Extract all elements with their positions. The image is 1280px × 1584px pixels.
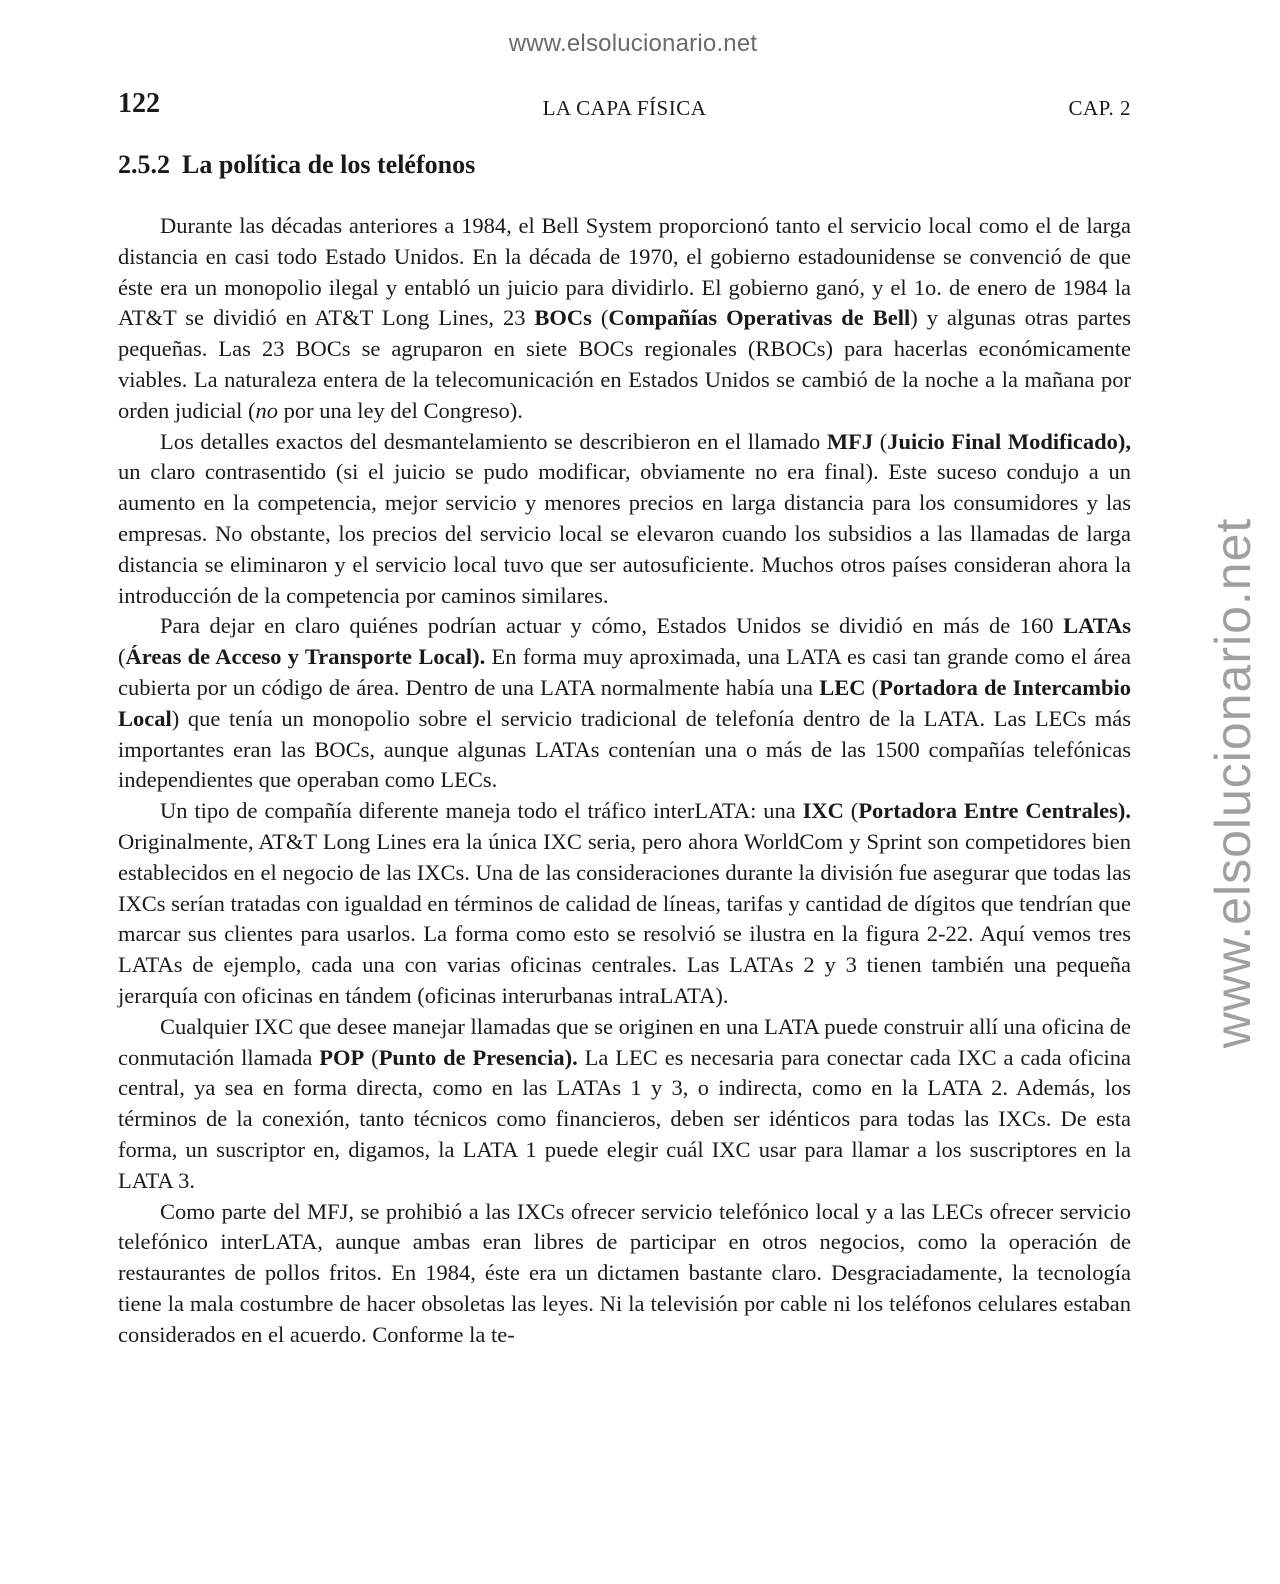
text-run: (	[843, 798, 859, 824]
text-run: un claro contrasentido (si el juicio se pudo modificar, obviamente no era final). Este suceso condujo a un aumento en la competencia, mejor servicio y menores precios en larga distancia para los consumidores y las empresas. No obstante, los precios del servicio local se elevaron cuando los subsidios a las llamadas de larga distancia se eliminaron y el servicio local tuvo que ser autosuficiente. Muchos otros países consideran ahora la introducción de la competencia por caminos similares.	[118, 459, 1131, 608]
bold-term: Juicio Final Modificado),	[887, 428, 1131, 454]
section-number: 2.5.2	[118, 150, 170, 179]
text-run: (	[873, 428, 888, 454]
running-head	[118, 88, 1131, 124]
bold-term: Punto de Presencia).	[378, 1044, 578, 1070]
bold-term: POP	[319, 1044, 365, 1070]
paragraph	[118, 796, 1131, 1012]
text-run: (	[591, 305, 609, 331]
bold-term: MFJ	[826, 428, 874, 454]
page-number: 122	[118, 88, 160, 119]
text-run: Originalmente, AT&T Long Lines era la única IXC seria, pero ahora WorldCom y Sprint son competidores bien establecidos en el negocio de las IXCs. Una de las consideraciones durante la división fue asegurar que todas las IXCs serían tratadas con igualdad en términos de calidad de líneas, tarifas y cantidad de dígitos que tendrían que marcar sus clientes para usarlos. La forma como esto se resolvió se ilustra en la figura 2-22. Aquí vemos tres LATAs de ejemplo, cada una con varias oficinas centrales. Las LATAs 2 y 3 tienen también una pequeña jerarquía con oficinas en tándem (oficinas interurbanas intraLATA).	[118, 828, 1131, 1008]
text-run: (	[118, 644, 126, 670]
bold-term: LATAs	[1063, 613, 1131, 639]
bold-term: Compañías Operativas de Bell	[608, 305, 911, 331]
text-run: Para dejar en claro quiénes podrían actuar y cómo, Estados Unidos se dividió en más de 160	[160, 613, 1064, 639]
text-run: por una ley del Congreso).	[277, 397, 523, 423]
text-run: ) y algunas otras partes pequeñas. Las 23 BOCs se agruparon en siete BOCs regionales (RBOCs) para hacerlas económicamente viables. La naturaleza entera de la telecomunicación en Estados Unidos se cambió de la noche a la mañana por orden judicial (	[118, 305, 1131, 423]
chapter-label: CAP. 2	[1068, 96, 1131, 120]
text-run: Cualquier IXC que desee manejar llamadas que se originen en una LATA puede construir allí una oficina de conmutación llamada	[118, 1013, 1131, 1070]
paragraph	[118, 1012, 1131, 1197]
bold-term: IXC	[802, 798, 844, 824]
section-heading	[118, 150, 475, 180]
section-title: La política de los teléfonos	[182, 150, 476, 179]
italic-emphasis: no	[255, 397, 278, 423]
bold-term: Portadora de Intercambio Local	[118, 674, 1131, 731]
paragraph	[118, 611, 1131, 796]
watermark-url-side: www.elsolucionario.net	[1205, 517, 1261, 1049]
bold-term: Portadora Entre Centrales).	[858, 798, 1132, 824]
text-run: Un tipo de compañía diferente maneja todo el tráfico interLATA: una	[160, 798, 803, 824]
text-run: (	[364, 1044, 379, 1070]
chapter-title: LA CAPA FÍSICA	[542, 96, 707, 120]
text-run: ) que tenía un monopolio sobre el servicio tradicional de telefonía dentro de la LATA. Las LECs más importantes eran las BOCs, aunque algunas LATAs contenían una o más de las 1500 compañías telefónicas independientes que operaban como LECs.	[118, 705, 1131, 793]
bold-term: LEC	[819, 674, 866, 700]
text-run: Los detalles exactos del desmantelamiento se describieron en el llamado	[160, 428, 827, 454]
text-run: Durante las décadas anteriores a 1984, el Bell System proporcionó tanto el servicio local como el de larga distancia en casi todo Estado Unidos. En la década de 1970, el gobierno estadounidense se convenció de que éste era un monopolio ilegal y entabló un juicio para dividirlo. El gobierno ganó, y el 1o. de enero de 1984 la AT&T se dividió en AT&T Long Lines, 23	[118, 213, 1131, 331]
bold-term: BOCs	[534, 305, 592, 331]
paragraph	[118, 211, 1131, 427]
text-run: Como parte del MFJ, se prohibió a las IXCs ofrecer servicio telefónico local y a las LECs ofrecer servicio telefónico interLATA, aunque ambas eran libres de participar en otros negocios, como la operación de restaurantes de pollos fritos. En 1984, éste era un dictamen bastante claro. Desgraciadamente, la tecnología tiene la mala costumbre de hacer obsoletas las leyes. Ni la televisión por cable ni los teléfonos celulares estaban considerados en el acuerdo. Conforme la te-	[118, 1198, 1131, 1347]
paragraph	[118, 1197, 1131, 1351]
text-run: En forma muy aproximada, una LATA es casi tan grande como el área cubierta por un código de área. Dentro de una LATA normalmente había una	[118, 644, 1131, 700]
paragraph	[118, 427, 1131, 612]
watermark-url-top: www.elsolucionario.net	[508, 30, 758, 57]
text-run: La LEC es necesaria para conectar cada IXC a cada oficina central, ya sea en forma directa, como en las LATAs 1 y 3, o indirecta, como en la LATA 2. Además, los términos de la conexión, tanto técnicos como financieros, deben ser idénticos para todas las IXCs. De esta forma, un suscriptor en, digamos, la LATA 1 puede elegir cuál IXC usar para llamar a los suscriptores en la LATA 3.	[118, 1044, 1131, 1193]
body-text	[118, 211, 1131, 1350]
text-run: (	[865, 674, 880, 700]
bold-term: Áreas de Acceso y Transporte Local).	[125, 644, 486, 670]
